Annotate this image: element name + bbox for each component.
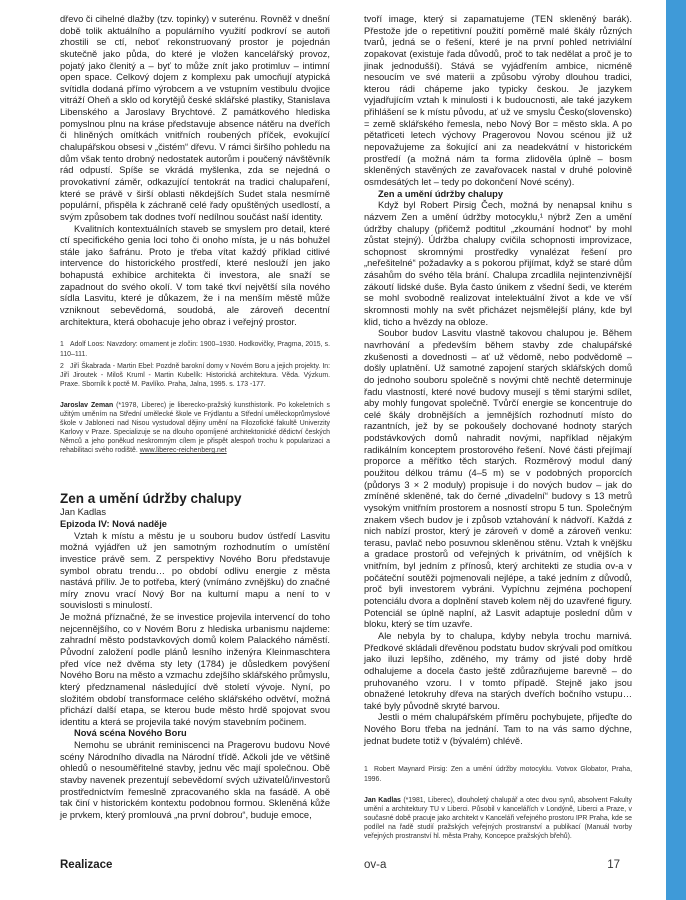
- footer-studio-label: ov-a: [364, 859, 387, 871]
- left-paragraph-3: Vztah k místu a městu je u souboru budov ústředí Lasvitu možná vyjádřen už jen samotným rozhodnutím o umístění investice právě sem. Z perspektivy Nového Boru představuje symbol obratu trendu… po období odlivu energie z města nastává příliv. Je to potřeba, který (vnímáno zvnějšku) do značné míry znovu vrací Nový Bor na kulturní mapu a není to v souvislosti s minulostí.: [60, 530, 330, 611]
- bio-zeman-name: Jaroslav Zeman: [60, 402, 114, 410]
- right-paragraph-3: Soubor budov Lasvitu vlastně takovou chalupou je. Během navrhování a především během stavby zde chalupářské zkušenosti a dovednosti – ať už vědomě, nebo podvědomě – došly uplatnění. Už samotné zapojení starých sklářských domů do jednoho souboru společně s novými chtě nechtě determinuje řadu vlastností, které nové budovy musejí s těmi starými sdílet, aby mohly fungovat společně. Tvůrčí energie se koncentruje do celé škály drobnějších a jemnějších rozhodnutí místo do razantních, jež by se pokoušely dochované hodnoty starých podstávkových domů nahradit novými, například nějakým radikálním konceptem prostorového řešení. Nové části přejímají proporce a měřítko těch starých. Rozměrový modul daný použitou délkou trámu (4–5 m) se v podobných proporcích (půdorys 3 × 2 moduly) propisuje i do nových budov – jak do zmíněné skleněné, tak do černé „divadelní“ budovy s 13 metrů vysokým vnitřním prostorem a nosností stropu 5 tun. Společným znakem všech budov je i způsob vztahování k nádvoří. Každá z nich nabízí prostor, který je zároveň v domě a zároveň venku: terasu, pavlač nebo posuvnou skleněnou stěnu. Vztah k vnějšku a gradace prostorů od veřejných k privátním, od vnějších k vnitřním, byl jedním z přínosů, který architekti ze studia ov-a v počáteční soutěži pojmenovali nejlépe, a také jedním z důvodů, proč byli investorem vybráni. Vypíchnu zejména pochopení potenciálu dvora a doplnění staveb kolem něj do uzavřené figury. Potenciál se úplně naplní, až Lasvit adaptuje poslední dům v bloku, který se tím uzavře.: [364, 328, 632, 630]
- right-subheading: Zen a umění údržby chalupy: [378, 188, 504, 199]
- right-paragraph-5: Jestli o mém chalupářském příměru pochybujete, přijeďte do Nového Boru třeba na jednání. Tam to na vás samo dýchne, jednat budete totiž v (bývalém) chlévě.: [364, 712, 632, 746]
- left-column: [60, 14, 330, 822]
- footnote-2-text: Jiří Škabrada - Martin Ebel: Pozdně barokní domy v Novém Boru a jejich projekty. In: Jiří Jiroutek - Miloš Kruml - Martin Kubelík: Historická architektura. Věda. Výzkum. Praxe. Sborník k poctě M. Pavlíko. Praha, Jalna, 1995. s. 173 -177.: [60, 362, 330, 389]
- left-footnotes: [60, 340, 330, 389]
- right-paragraph-2: Když byl Robert Pirsig Čech, možná by nenapsal knihu s názvem Zen a umění údržby motocyklu,¹ nýbrž Zen a umění údržby chalupy (přičemž podtitul „zkoumání hodnot“ by mohl zůstat stejný). Údržba chalupy cvičila schopnosti improvizace, schopnost skromnými prostředky vynalézat řešení pro „neřešitelné“ požadavky a s pokorou přijímat, když se staré dům zásahům do svého těla brání. Chalupa zrcadlila nejintenzivnější zákoutí lidské duše. Byla často únikem z všední šedi, ve kterém se mohl svobodně realizovat intelektuální život a kde ve vší skromnosti mohly na svět přicházet nejsmělejší plány, kde byl klid, ticho a hvězdy na obloze.: [364, 200, 632, 327]
- author-bio-kadlas: [364, 796, 632, 841]
- right-footnote-1: [364, 765, 632, 783]
- bio-kadlas-text: (*1981, Liberec), dlouholetý chalupář a otec dvou synů, absolvent Fakulty umění a architektury TU v Liberci. Působil v kancelářích v Londýně, Liberci a Praze, v současné době pracuje jako architekt v Kanceláři veřejného prostoru IPR Praha, kde se podílel na řadě studií pražských veřejných prostranství a publikací (Manuál tvorby veřejných prostranství hl. města Prahy, Koncepce pražských břehů).: [364, 796, 633, 840]
- footnote-2-number: 2: [60, 362, 64, 370]
- right-footnote-text: Robert Maynard Pirsig: Zen a umění údržby motocyklu. Votvox Globator, Praha, 1996.: [364, 766, 632, 783]
- bio-zeman-text: (*1978, Liberec) je liberecko-pražský kunsthistorik. Po kokeletních s užitým uměním na Střední umělecké škole ve Frýdlantu a Střední uměleckoprůmyslové škole v Jabloneci nad Nisou vystudoval dějiny umění na Filozofické fakultě Univerzity Karlovy v Praze. Specializuje se na dlouho opomíjené architektonické dědictví českých Němců a jeho poněkud neskromným cílem je přispět alespoň trochu k popularizaci a rehabilitaci svého rodiště.: [60, 402, 330, 455]
- right-paragraph-4: Ale nebyla by to chalupa, kdyby nebyla trochu marnivá. Předkové skládali dřevěnou podstatu budov skrývali pod omítkou jako iluzi lepšího, zděného, my trámy od jisté doby hrdě odhalujeme a docela často ještě zdůrazňujeme barevně – do pruhovaného vzoru. I v tomto případě. Stejně jako jsou obnažené letokruhy dřeva na starých dveřích bočního vstupu… také byly původně skryté barvou.: [364, 630, 632, 711]
- author-bio-zeman: [60, 401, 330, 455]
- right-footnote-number: 1: [364, 766, 368, 774]
- bio-kadlas-name: Jan Kadlas: [364, 796, 401, 804]
- footer-section-label: Realizace: [60, 859, 113, 871]
- episode-heading: Epizoda IV: Nová naděje: [60, 518, 167, 529]
- left-subheading: Nová scéna Nového Boru: [74, 728, 187, 739]
- right-paragraph-1: tvoří image, který si zapamatujeme (TEN skleněný barák). Přestože jde o repetitivní použití poměrně malé škály různých tvarů, jedná se o řešení, které je na první pohled netriviální zopakovat (existuje řada důvodů, proč to tak nedělat a proč je to jinak jednodušší). Stává se vyjádřením ambice, nicméně nesoucím ve své materii a způsobu výroby dlouhou tradici, kterou rádi chápeme jako typicky českou. Je jazykem vyjadřujícím vztah k minulosti i k budoucnosti, ale také jazykem přihlášení se k místu původu, ať už ve smyslu Česko(slovensko) = země sklářského řemesla, nebo Nový Bor = město skla. A po pětatřiceti letech výchovy Pragerovou Novou scénou již už nepovažujeme za šokující ani za neadekvátní v historickém prostředí (a možná nám ta forma zlidověla úplně – bosm skleněných stavěných ze zavařovacek nastal v druhé polovině osmdesátých let – tedy po dokončení Nové scény).: [364, 14, 632, 187]
- left-paragraph-5: Nemohu se ubránit reminiscenci na Pragerovu budovu Nové scény Národního divadla na Národní třídě. Ačkoli jde ve většině ohledů o nesouměřitelné stavby, jednu věc mají společnou. Obě stavby navenek prezentují sebevědomí svých uživatelů/investorů prostřednictvím řemeslně zpracovaného skla na fasádě. A obě tak činí v historickém kontextu podobnou formou. Skleněná kůže je prvkem, který promlouvá „na první dobrou“, buduje emoce,: [60, 740, 330, 820]
- footnote-1-text: Adolf Loos: Navzdory: ornament je zločin: 1900–1930. Hodkovičky, Pragma, 2015, s. 110–111.: [60, 341, 330, 358]
- article-title: Zen a umění údržby chalupy: [60, 491, 242, 507]
- left-paragraph-2: Kvalitních kontextuálních staveb se smyslem pro detail, které ctí specifického genia loci toho či onoho místa, je u nás bohužel stále jako šafránu. Proto je třeba vítat každý příklad citlivé intervence do historického prostředí, které neslouží jen jako bohapustá exhibice architekta či investora, ale snaží se zapadnout do svého okolí. V tom také tkví největší síla nového sídla Lasvitu, které je důkazem, že i na menším městě může vzniknout sebevědomá, soudobá, ale zároveň decentní architektura, která obohacuje jeho obraz i veřejný prostor.: [60, 223, 330, 327]
- article-author: Jan Kadlas: [60, 507, 106, 518]
- left-paragraph-1: dřevo či cihelné dlažby (tzv. topinky) v suterénu. Rovněž v dnešní době tolik aktuálního a populárního využití podkroví se autoři zhostili se ctí, neboť rekonstruovaný prostor je pojednán skutečně jako půda, do které je vložen kancelářský provoz, pojatý jako členitý a – byť to může znít jako protimluv – intimní open space. Celkový dojem z komplexu pak umocňují atypická svítidla dodaná přímo výrobcem a ve vstupním vestibulu dvojice vitráží Oheň a sklo od korytějů české sklářské plastiky, Stanislava Libenského a Jaroslavy Brychtové. Z památkového hlediska pomyslnou plnu na kráse představuje absence nátěru na dveřích či hliněných omítkách vnitřních roubených příček, evokující chalupářskou obsesi v „čistém“ dřevu. V rámci širšího pohledu na dům však tento drobný nedostatek autorům i poučený návštěvník rád odpustí. Spíše se vkrádá myšlenka, zda se nejedná o provokativní záměr, odkazující tentokrát na tradici chalupaření, které se právě v širší oblasti někdejších Sudet stala nesmírně populární, přispěla k záchraně celé řady opuštěných usedlostí, a svým způsobem tak dodnes tvoří nedílnou součást naší identity.: [60, 14, 330, 222]
- right-column: [364, 14, 632, 841]
- footnote-1-number: 1: [60, 341, 64, 349]
- footnote-1: [60, 340, 330, 358]
- left-paragraph-4: Je možná příznačné, že se investice projevila intervencí do toho nejcennějšího, co v Novém Boru z hlediska urbanismu najdeme: zahradní město podstavkových domů kolem Palackého náměstí. Původní založení podle plánů lesního inženýra Kleinmaschtera před více než dvěma sty lety (1784) je důsledkem povýšení Nového Boru na město a vzmachu zdejšího sklářského průmyslu, který předznamenal následující dvě století vývoje. Nyní, po složitém období transformace celého sklářského odvětví, možná přichází další etapa, se kterou bude město hrdě spojovat svou identitu a která se projevila také novým stavebním počinem.: [60, 612, 330, 727]
- bio-zeman-link[interactable]: www.liberec-reichenberg.net: [139, 447, 227, 455]
- footer-page-number: 17: [607, 859, 620, 871]
- footnote-2: [60, 362, 330, 390]
